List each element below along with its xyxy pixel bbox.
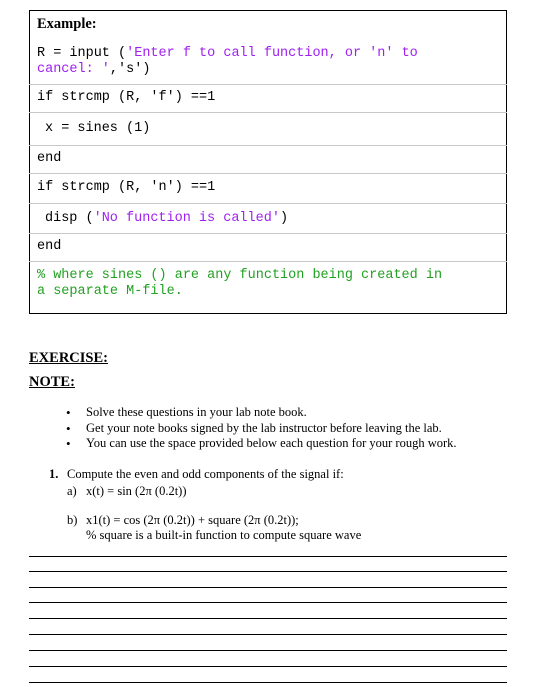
code-divider [29,233,507,234]
code-divider [29,203,507,204]
part-b-note: % square is a built-in function to compute square wave [86,528,362,542]
code-line-disp: disp ('No function is called') [45,211,289,226]
code-line-if-f: if strcmp (R, 'f') ==1 [37,90,216,105]
writing-line [29,571,507,572]
code-divider [29,84,507,85]
list-item: • Get your note books signed by the lab instructor before leaving the lab. [64,421,457,437]
code-line-input: R = input ('Enter f to call function, or 'n' to cancel: ','s') [37,46,418,77]
code-divider [29,112,507,113]
code-comment: % where sines () are any function being created in a separate M-file. [37,268,443,299]
part-a-label: a) [67,484,77,498]
question-number: 1. [49,467,59,481]
code-line-if-n: if strcmp (R, 'n') ==1 [37,180,216,195]
example-title: Example: [37,16,97,32]
part-b-text: x1(t) = cos (2π (0.2t)) + square (2π (0.2t)); [86,513,299,527]
exercise-heading: EXERCISE: [29,350,108,366]
writing-line [29,556,507,557]
notes-list [64,405,457,452]
code-divider [29,173,507,174]
code-line-end: end [37,239,62,254]
writing-line [29,587,507,588]
code-divider [29,261,507,262]
note-heading: NOTE: [29,374,75,390]
writing-line [29,682,507,683]
writing-line [29,650,507,651]
writing-line [29,602,507,603]
part-b-label: b) [67,513,78,527]
code-divider [29,145,507,146]
code-line-sines: x = sines (1) [45,121,151,136]
writing-line [29,618,507,619]
writing-line [29,666,507,667]
part-a-text: x(t) = sin (2π (0.2t)) [86,484,187,498]
list-item: • You can use the space provided below each question for your rough work. [64,436,457,452]
writing-line [29,634,507,635]
list-item: • Solve these questions in your lab note book. [64,405,457,421]
question-text: Compute the even and odd components of the signal if: [67,467,344,481]
code-line-end: end [37,151,62,166]
